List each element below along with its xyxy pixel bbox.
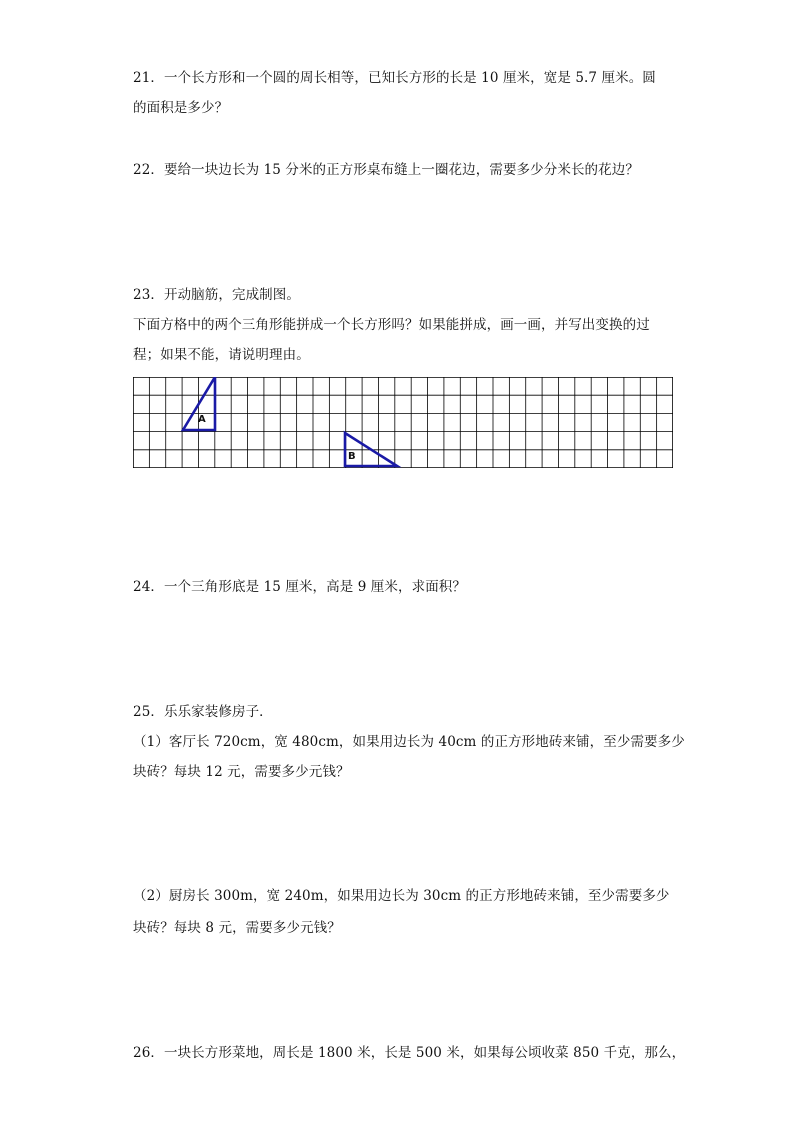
triangle-b-label: B [348, 451, 356, 462]
q25-part2-line1: （2）厨房长 300m，宽 240m，如果用边长为 30cm 的正方形地砖来铺，至少需要多少 [133, 888, 670, 904]
grid-svg [133, 377, 673, 468]
q25-part1-line2: 块砖？每块 12 元，需要多少元钱？ [133, 764, 350, 780]
q26-line1: 26．一块长方形菜地，周长是 1800 米，长是 500 米，如果每公顷收菜 850 千克，那么， [133, 1045, 686, 1061]
q23-line2: 下面方格中的两个三角形能拼成一个长方形吗？如果能拼成，画一画，并写出变换的过 [133, 317, 650, 333]
q21-line1: 21．一个长方形和一个圆的周长相等，已知长方形的长是 10 厘米，宽是 5.7 厘米。圆 [133, 70, 656, 86]
q22-line1: 22．要给一块边长为 15 分米的正方形桌布缝上一圈花边，需要多少分米长的花边？ [133, 162, 639, 178]
q25-line1: 25．乐乐家装修房子． [133, 704, 273, 720]
q21-line2: 的面积是多少？ [133, 100, 229, 116]
q23-line3: 程；如果不能，请说明理由。 [133, 347, 310, 363]
q24-line1: 24．一个三角形底是 15 厘米，高是 9 厘米，求面积？ [133, 579, 467, 595]
triangle-a-label: A [198, 414, 206, 425]
square-grid-figure [133, 377, 673, 468]
q25-part1-line1: （1）客厅长 720cm，宽 480cm，如果用边长为 40cm 的正方形地砖来铺，至少需要多少 [133, 734, 685, 750]
q23-line1: 23．开动脑筋，完成制图。 [133, 287, 300, 303]
q25-part2-line2: 块砖？每块 8 元，需要多少元钱？ [133, 920, 341, 936]
